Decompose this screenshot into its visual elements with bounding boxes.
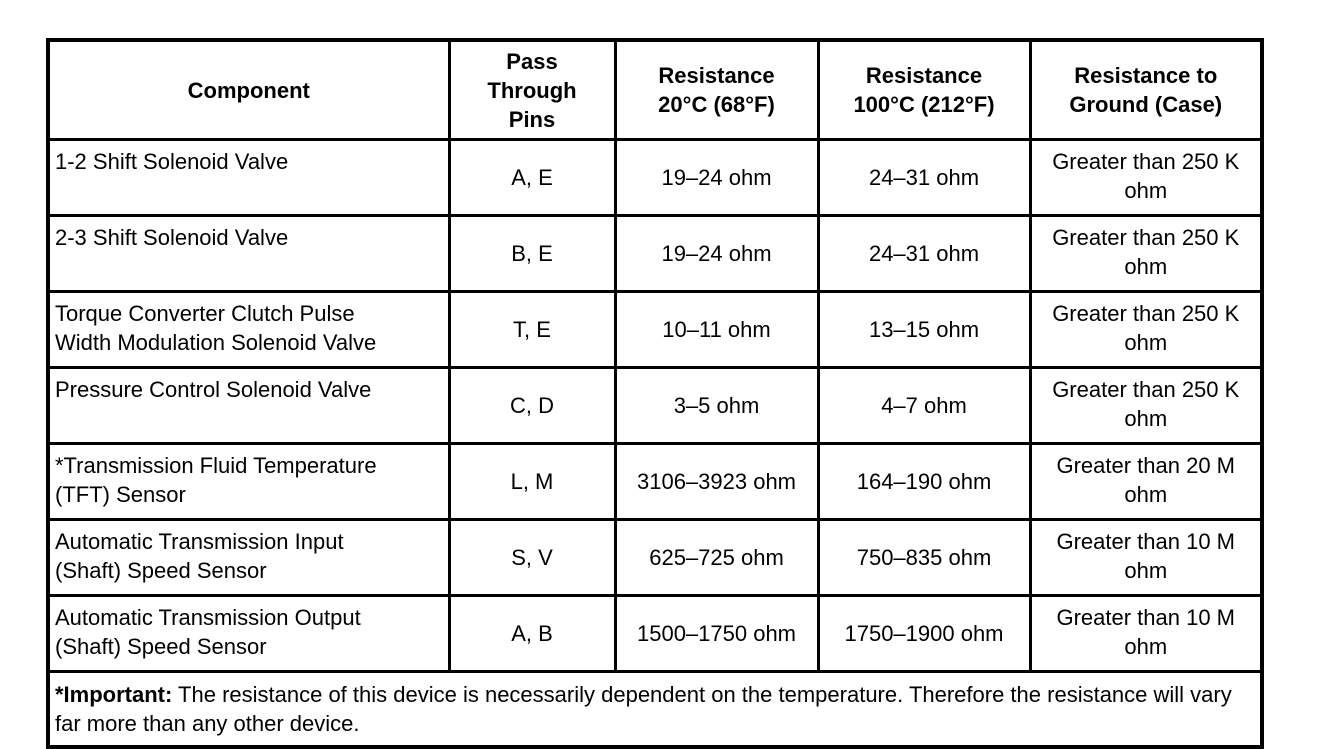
- resistance-100c-cell: 13–15 ohm: [818, 292, 1030, 368]
- header-resistance-100c: Resistance 100°C (212°F): [818, 40, 1030, 140]
- ground-value-line: Greater than 10 M: [1056, 529, 1236, 554]
- important-note: [48, 672, 1262, 748]
- pins-cell: T, E: [449, 292, 615, 368]
- ground-value-line: ohm: [1124, 330, 1168, 355]
- resistance-20c-cell: 625–725 ohm: [615, 520, 818, 596]
- pins-cell: S, V: [449, 520, 615, 596]
- component-cell: [48, 216, 449, 292]
- note-label: *Important:: [55, 682, 173, 707]
- table-row: [48, 596, 1262, 672]
- ground-value-line: Greater than 20 M: [1056, 453, 1236, 478]
- table-row: [48, 520, 1262, 596]
- component-cell: [48, 444, 449, 520]
- resistance-to-ground-cell: [1030, 368, 1262, 444]
- ground-value-line: Greater than 250 K: [1052, 149, 1240, 174]
- header-row: [48, 40, 1262, 140]
- ground-value-line: ohm: [1124, 482, 1168, 507]
- component-name-line: 1-2 Shift Solenoid Valve: [55, 149, 289, 174]
- resistance-to-ground-cell: [1030, 216, 1262, 292]
- resistance-20c-cell: 3–5 ohm: [615, 368, 818, 444]
- component-name-line: (TFT) Sensor: [55, 482, 186, 507]
- component-name-line: *Transmission Fluid Temperature: [55, 453, 377, 478]
- component-cell: [48, 520, 449, 596]
- component-name-line: Torque Converter Clutch Pulse: [55, 301, 355, 326]
- pins-cell: C, D: [449, 368, 615, 444]
- component-name-line: Pressure Control Solenoid Valve: [55, 377, 372, 402]
- ground-value-line: ohm: [1124, 558, 1168, 583]
- ground-value-line: Greater than 250 K: [1052, 225, 1240, 250]
- component-name-line: 2-3 Shift Solenoid Valve: [55, 225, 289, 250]
- pins-cell: A, B: [449, 596, 615, 672]
- resistance-20c-cell: 10–11 ohm: [615, 292, 818, 368]
- pins-cell: B, E: [449, 216, 615, 292]
- note-row: [48, 672, 1262, 748]
- ground-value-line: ohm: [1124, 634, 1168, 659]
- component-name-line: (Shaft) Speed Sensor: [55, 558, 267, 583]
- component-name-line: (Shaft) Speed Sensor: [55, 634, 267, 659]
- resistance-100c-cell: 24–31 ohm: [818, 216, 1030, 292]
- resistance-100c-cell: 24–31 ohm: [818, 140, 1030, 216]
- header-resistance-to-ground: Resistance to Ground (Case): [1030, 40, 1262, 140]
- component-cell: [48, 596, 449, 672]
- table-row: [48, 368, 1262, 444]
- header-component: Component: [48, 40, 449, 140]
- resistance-100c-cell: 4–7 ohm: [818, 368, 1030, 444]
- resistance-100c-cell: 750–835 ohm: [818, 520, 1030, 596]
- table-row: [48, 292, 1262, 368]
- resistance-to-ground-cell: [1030, 520, 1262, 596]
- resistance-100c-cell: 164–190 ohm: [818, 444, 1030, 520]
- pins-cell: L, M: [449, 444, 615, 520]
- ground-value-line: ohm: [1124, 254, 1168, 279]
- component-name-line: Automatic Transmission Output: [55, 605, 361, 630]
- ground-value-line: Greater than 10 M: [1056, 605, 1236, 630]
- resistance-20c-cell: 3106–3923 ohm: [615, 444, 818, 520]
- component-name-line: Width Modulation Solenoid Valve: [55, 330, 377, 355]
- table-row: [48, 444, 1262, 520]
- table-body: [48, 140, 1262, 672]
- header-resistance-20c: Resistance 20°C (68°F): [615, 40, 818, 140]
- component-cell: [48, 140, 449, 216]
- table-row: [48, 216, 1262, 292]
- component-name-line: Automatic Transmission Input: [55, 529, 344, 554]
- table-row: [48, 140, 1262, 216]
- header-pass-through-pins: Pass Through Pins: [449, 40, 615, 140]
- component-cell: [48, 292, 449, 368]
- component-cell: [48, 368, 449, 444]
- pins-cell: A, E: [449, 140, 615, 216]
- resistance-20c-cell: 19–24 ohm: [615, 140, 818, 216]
- resistance-20c-cell: 19–24 ohm: [615, 216, 818, 292]
- ground-value-line: ohm: [1124, 178, 1168, 203]
- resistance-to-ground-cell: [1030, 596, 1262, 672]
- ground-value-line: ohm: [1124, 406, 1168, 431]
- resistance-to-ground-cell: [1030, 444, 1262, 520]
- ground-value-line: Greater than 250 K: [1052, 377, 1240, 402]
- resistance-to-ground-cell: [1030, 140, 1262, 216]
- resistance-20c-cell: 1500–1750 ohm: [615, 596, 818, 672]
- resistance-spec-table: [46, 38, 1264, 749]
- resistance-100c-cell: 1750–1900 ohm: [818, 596, 1030, 672]
- resistance-to-ground-cell: [1030, 292, 1262, 368]
- note-text: The resistance of this device is necessarily dependent on the temperature. Therefore the resistance will vary far more than any other device.: [55, 682, 1232, 736]
- ground-value-line: Greater than 250 K: [1052, 301, 1240, 326]
